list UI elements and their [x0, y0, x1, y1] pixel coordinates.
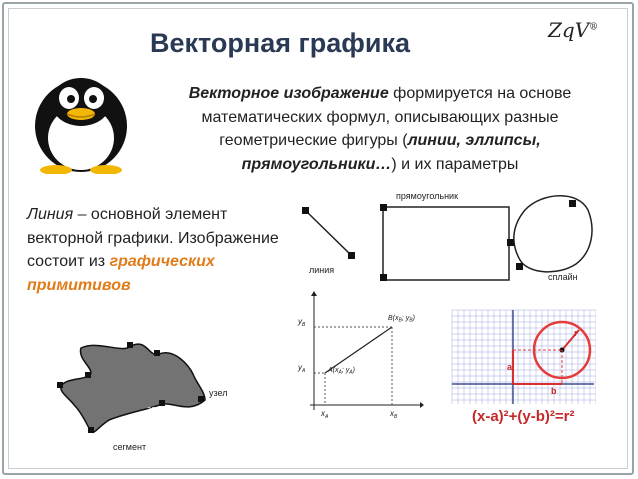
logo-text: ZqV	[548, 18, 590, 42]
blob-node-1	[127, 342, 133, 348]
intro-text-1: формируется на основе математических формул, описывающих разные геометрические фигуры (	[201, 85, 572, 149]
rect-label: прямоугольник	[396, 191, 459, 201]
axis-label-xb: $x_B$	[390, 409, 398, 420]
logo: ZqV®	[548, 18, 599, 42]
intro-shapes: линии, эллипсы, прямоугольники…	[241, 132, 541, 173]
blob-node-5	[88, 427, 94, 433]
line-node-end	[348, 252, 355, 259]
spline-shape	[514, 196, 592, 272]
spline-node-1	[507, 239, 514, 246]
spline-node-2	[516, 263, 523, 270]
line-term: Линия –	[27, 206, 87, 223]
b-label: b	[551, 386, 557, 396]
spline-node-3	[569, 200, 576, 207]
primitives-term: графических примитивов	[27, 253, 215, 294]
coordinate-figure	[292, 290, 424, 420]
blob-figure	[55, 336, 275, 460]
rect-node-bottom	[380, 274, 387, 281]
axis-label-yb: $y_B$	[298, 317, 306, 328]
blob-node-7	[85, 372, 91, 378]
fill-label: заливка	[147, 404, 181, 414]
rectangle-shape	[383, 207, 509, 280]
r-label: r	[574, 328, 578, 338]
line-node-start	[302, 207, 309, 214]
intro-text-2: ) и их параметры	[391, 155, 519, 173]
circle-equation: (x-a)²+(y-b)²=r²	[472, 408, 575, 425]
line-definition	[27, 203, 287, 297]
intro-paragraph	[146, 82, 614, 176]
line-text: основной элемент векторной графики. Изображение состоит из	[27, 206, 279, 270]
a-label: a	[507, 362, 513, 372]
intro-term: Векторное изображение	[188, 85, 389, 102]
point-b-label: $B(x_B$; $y_B$)	[388, 315, 415, 324]
segment-label: сегмент	[113, 442, 147, 452]
blob-node-3	[198, 396, 204, 402]
line-label: линия	[309, 265, 335, 275]
rect-node-top	[380, 204, 387, 211]
slide-title: Векторная графика	[150, 28, 410, 58]
shapes-figure	[296, 186, 596, 290]
blob-node-2	[154, 350, 160, 356]
penguin-illustration	[20, 66, 142, 174]
blob-node-6	[57, 382, 63, 388]
circle-figure	[450, 308, 596, 426]
node-label: узел	[209, 388, 228, 398]
axis-label-ya: $y_A$	[298, 363, 306, 374]
axis-label-xa: $x_A$	[321, 409, 329, 420]
blob-shape	[61, 344, 205, 432]
point-a-label: $A(x_A$; $y_A$)	[328, 367, 355, 376]
spline-label: сплайн	[548, 272, 578, 282]
